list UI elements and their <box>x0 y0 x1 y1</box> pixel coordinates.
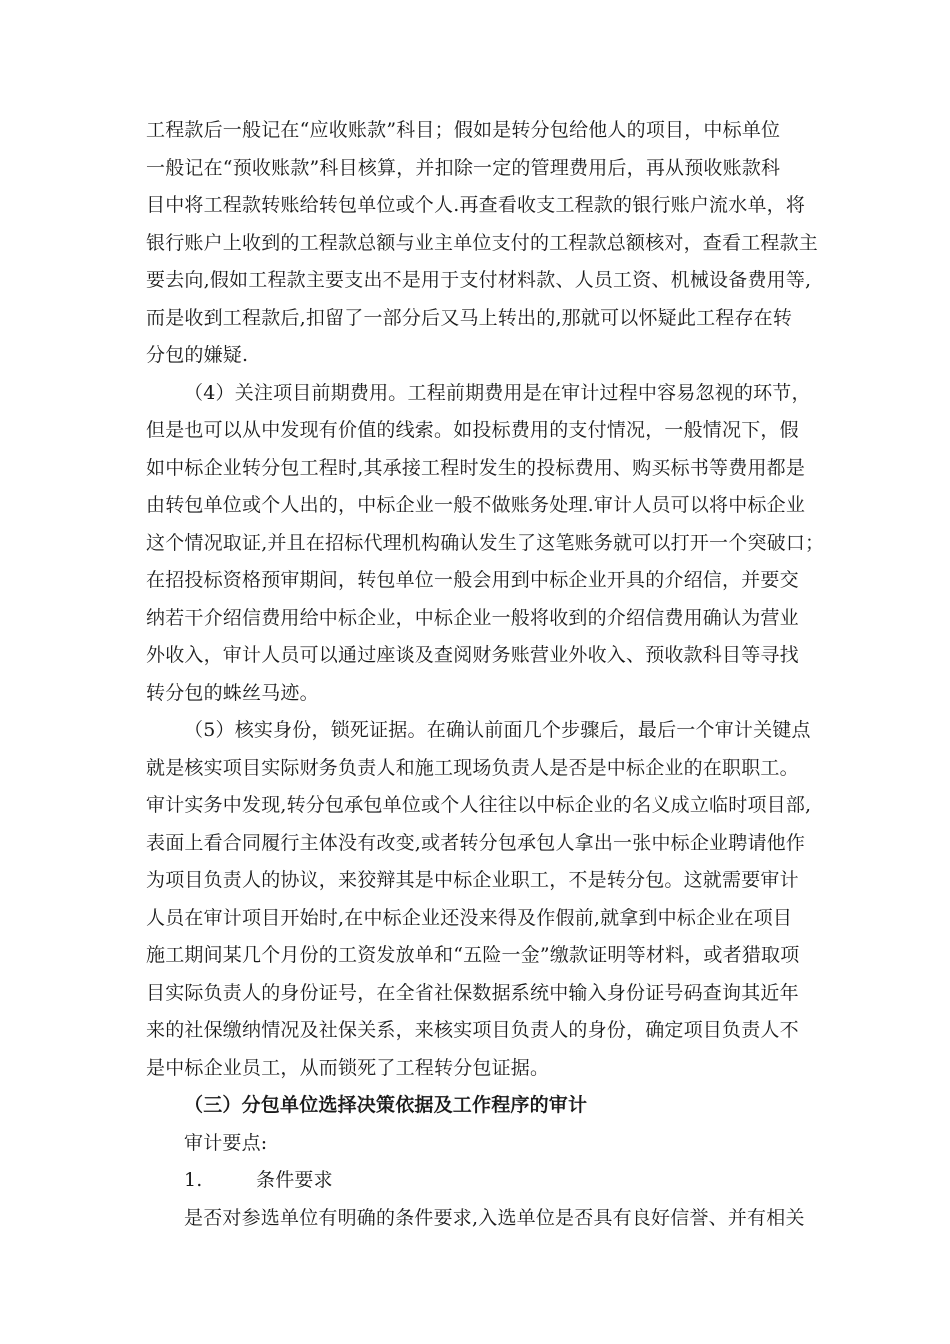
text-line: 这个情况取证,并且在招标代理机构确认发生了这笔账务就可以打开一个突破口； <box>146 531 825 554</box>
text-line: 表面上看合同履行主体没有改变,或者转分包承包人拿出一张中标企业聘请他作 <box>146 831 806 854</box>
text-line: 一般记在“预收账款”科目核算，并扣除一定的管理费用后，再从预收账款科 <box>146 156 781 179</box>
text-line: 工程款后一般记在“应收账款”科目；假如是转分包给他人的项目，中标单位 <box>146 119 781 141</box>
list-item-number: 1. <box>184 1169 203 1191</box>
audit-points-label: 审计要点: <box>184 1131 268 1154</box>
text-line: 在招投标资格预审期间，转包单位一般会用到中标企业开具的介绍信，并要交 <box>146 569 799 591</box>
text-line: 但是也可以从中发现有价值的线索。如投标费用的支付情况，一般情况下，假 <box>146 419 799 441</box>
paragraph-5 <box>146 712 812 1087</box>
text-line: 就是核实项目实际财务负责人和施工现场负责人是否是中标企业的在职职工。 <box>146 756 799 779</box>
section-heading: （三）分包单位选择决策依据及工作程序的审计 <box>184 1094 588 1116</box>
text-line: 施工期间某几个月份的工资发放单和“五险一金”缴款证明等材料，或者猎取项 <box>146 944 800 966</box>
document-body <box>146 112 825 1237</box>
text-line: 转分包的蛛丝马迹。 <box>146 681 319 704</box>
text-line: 由转包单位或个人出的，中标企业一般不做账务处理.审计人员可以将中标企业 <box>146 494 806 516</box>
text-line: 审计实务中发现,转分包承包单位或个人往往以中标企业的名义成立临时项目部, <box>146 794 812 816</box>
paragraph-continued <box>146 112 819 375</box>
text-line: （4）关注项目前期费用。工程前期费用是在审计过程中容易忽视的环节， <box>184 381 811 404</box>
text-line: 外收入，审计人员可以通过座谈及查阅财务账营业外收入、预收款科目等寻找 <box>146 644 799 666</box>
text-line: 为项目负责人的协议，来狡辩其是中标企业职工，不是转分包。这就需要审计 <box>146 869 799 891</box>
text-line: 如中标企业转分包工程时,其承接工程时发生的投标费用、购买标书等费用都是 <box>146 456 806 479</box>
text-line: 目实际负责人的身份证号，在全省社保数据系统中输入身份证号码查询其近年 <box>146 981 799 1004</box>
text-line: 要去向,假如工程款主要支出不是用于支付材料款、人员工资、机械设备费用等, <box>146 269 812 291</box>
text-line: 来的社保缴纳情况及社保关系，来核实项目负责人的身份，确定项目负责人不 <box>146 1019 799 1041</box>
text-line: 是否对参选单位有明确的条件要求,入选单位是否具有良好信誉、并有相关 <box>184 1206 805 1229</box>
text-line: 人员在审计项目开始时,在中标企业还没来得及作假前,就拿到中标企业在项目 <box>146 906 793 929</box>
text-line: 银行账户上收到的工程款总额与业主单位支付的工程款总额核对，查看工程款主 <box>146 231 819 254</box>
text-line: 目中将工程款转账给转包单位或个人.再查看收支工程款的银行账户流水单，将 <box>146 194 806 216</box>
text-line: 纳若干介绍信费用给中标企业，中标企业一般将收到的介绍信费用确认为营业 <box>146 606 799 629</box>
paragraph-4 <box>146 375 825 713</box>
list-item-text: 条件要求 <box>256 1169 333 1191</box>
text-line: （5）核实身份，锁死证据。在确认前面几个步骤后，最后一个审计关键点 <box>184 719 811 741</box>
list-item <box>146 1162 812 1200</box>
text-line: 是中标企业员工，从而锁死了工程转分包证据。 <box>146 1056 550 1079</box>
text-line: 而是收到工程款后,扣留了一部分后又马上转出的,那就可以怀疑此工程存在转 <box>146 306 793 329</box>
text-line: 分包的嫌疑. <box>146 344 249 366</box>
